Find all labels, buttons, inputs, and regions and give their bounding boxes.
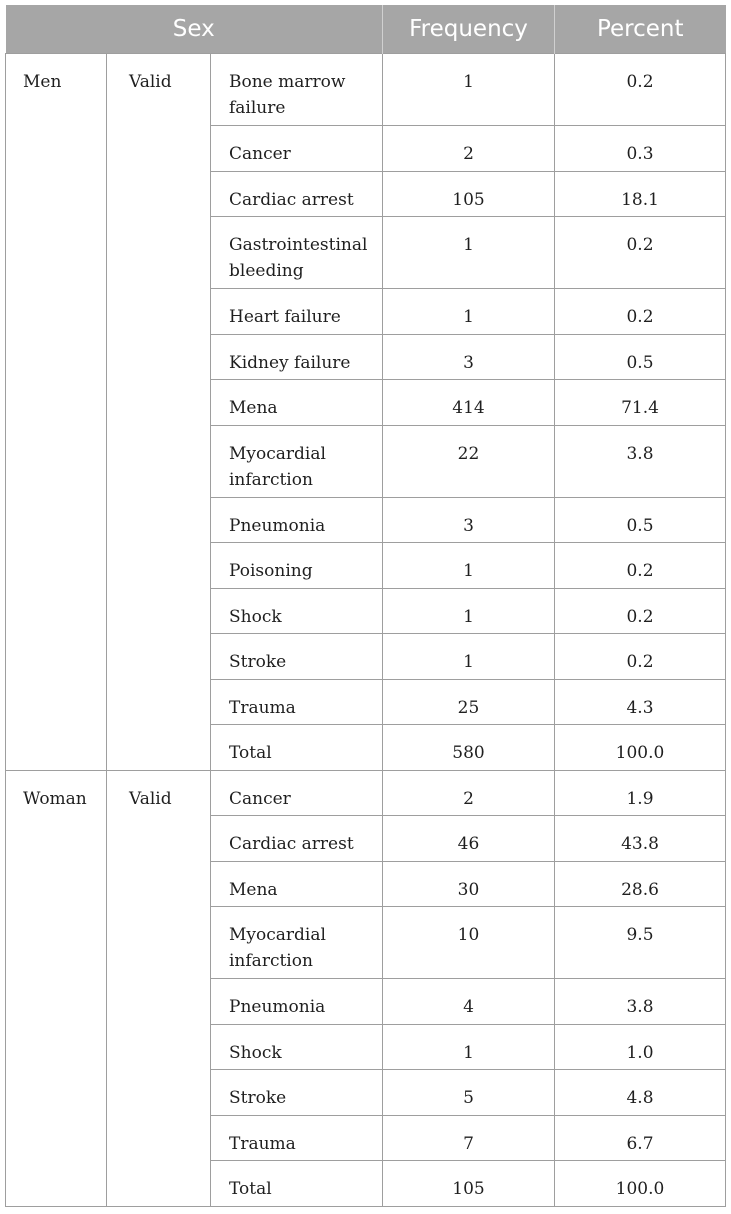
cause-cell: Kidney failure	[211, 334, 383, 380]
percent-cell: 71.4	[555, 380, 726, 426]
table-row	[6, 770, 726, 816]
frequency-cell: 1	[383, 634, 555, 680]
header-percent: Percent	[555, 5, 726, 54]
frequency-cell: 105	[383, 171, 555, 217]
cause-cell: Trauma	[211, 1115, 383, 1161]
frequency-cell: 3	[383, 334, 555, 380]
cause-cell: Cardiac arrest	[211, 816, 383, 862]
frequency-cell: 1	[383, 1024, 555, 1070]
percent-cell: 43.8	[555, 816, 726, 862]
cause-cell: Shock	[211, 1024, 383, 1070]
percent-cell: 0.2	[555, 634, 726, 680]
cause-cell: Pneumonia	[211, 979, 383, 1025]
cause-cell: Shock	[211, 588, 383, 634]
cause-cell: Gastrointestinal bleeding	[211, 217, 383, 289]
percent-cell: 9.5	[555, 907, 726, 979]
cause-cell: Cancer	[211, 770, 383, 816]
percent-cell: 3.8	[555, 425, 726, 497]
cause-cell: Total	[211, 1161, 383, 1207]
percent-cell: 0.5	[555, 334, 726, 380]
cause-cell: Stroke	[211, 1070, 383, 1116]
percent-cell: 1.9	[555, 770, 726, 816]
cause-cell: Cardiac arrest	[211, 171, 383, 217]
frequency-cell: 1	[383, 543, 555, 589]
cause-cell: Trauma	[211, 679, 383, 725]
frequency-cell: 7	[383, 1115, 555, 1161]
percent-cell: 0.2	[555, 543, 726, 589]
frequency-cell: 580	[383, 725, 555, 771]
sex-group-label: Men	[6, 54, 107, 771]
percent-cell: 1.0	[555, 1024, 726, 1070]
frequency-table	[5, 5, 726, 1207]
frequency-cell: 2	[383, 770, 555, 816]
frequency-cell: 10	[383, 907, 555, 979]
cause-cell: Heart failure	[211, 289, 383, 335]
percent-cell: 0.5	[555, 497, 726, 543]
percent-cell: 6.7	[555, 1115, 726, 1161]
frequency-cell: 46	[383, 816, 555, 862]
frequency-cell: 3	[383, 497, 555, 543]
frequency-cell: 414	[383, 380, 555, 426]
percent-cell: 4.3	[555, 679, 726, 725]
frequency-cell: 105	[383, 1161, 555, 1207]
cause-cell: Myocardial infarction	[211, 907, 383, 979]
percent-cell: 28.6	[555, 861, 726, 907]
percent-cell: 0.2	[555, 217, 726, 289]
frequency-cell: 2	[383, 126, 555, 172]
percent-cell: 3.8	[555, 979, 726, 1025]
cause-cell: Stroke	[211, 634, 383, 680]
percent-cell: 18.1	[555, 171, 726, 217]
frequency-cell: 25	[383, 679, 555, 725]
valid-label: Valid	[107, 54, 211, 771]
percent-cell: 0.3	[555, 126, 726, 172]
percent-cell: 0.2	[555, 588, 726, 634]
frequency-cell: 22	[383, 425, 555, 497]
percent-cell: 100.0	[555, 725, 726, 771]
table-body	[6, 54, 726, 1207]
frequency-cell: 5	[383, 1070, 555, 1116]
cause-cell: Poisoning	[211, 543, 383, 589]
header-row	[6, 5, 726, 54]
frequency-cell: 30	[383, 861, 555, 907]
frequency-cell: 1	[383, 217, 555, 289]
cause-cell: Mena	[211, 861, 383, 907]
cause-cell: Pneumonia	[211, 497, 383, 543]
frequency-cell: 1	[383, 54, 555, 126]
percent-cell: 100.0	[555, 1161, 726, 1207]
frequency-cell: 4	[383, 979, 555, 1025]
cause-cell: Mena	[211, 380, 383, 426]
percent-cell: 0.2	[555, 54, 726, 126]
frequency-cell: 1	[383, 588, 555, 634]
percent-cell: 4.8	[555, 1070, 726, 1116]
percent-cell: 0.2	[555, 289, 726, 335]
valid-label: Valid	[107, 770, 211, 1206]
header-sex: Sex	[6, 5, 383, 54]
cause-cell: Total	[211, 725, 383, 771]
cause-cell: Cancer	[211, 126, 383, 172]
sex-group-label: Woman	[6, 770, 107, 1206]
cause-cell: Myocardial infarction	[211, 425, 383, 497]
table-row	[6, 54, 726, 126]
header-frequency: Frequency	[383, 5, 555, 54]
cause-cell: Bone marrow failure	[211, 54, 383, 126]
frequency-cell: 1	[383, 289, 555, 335]
